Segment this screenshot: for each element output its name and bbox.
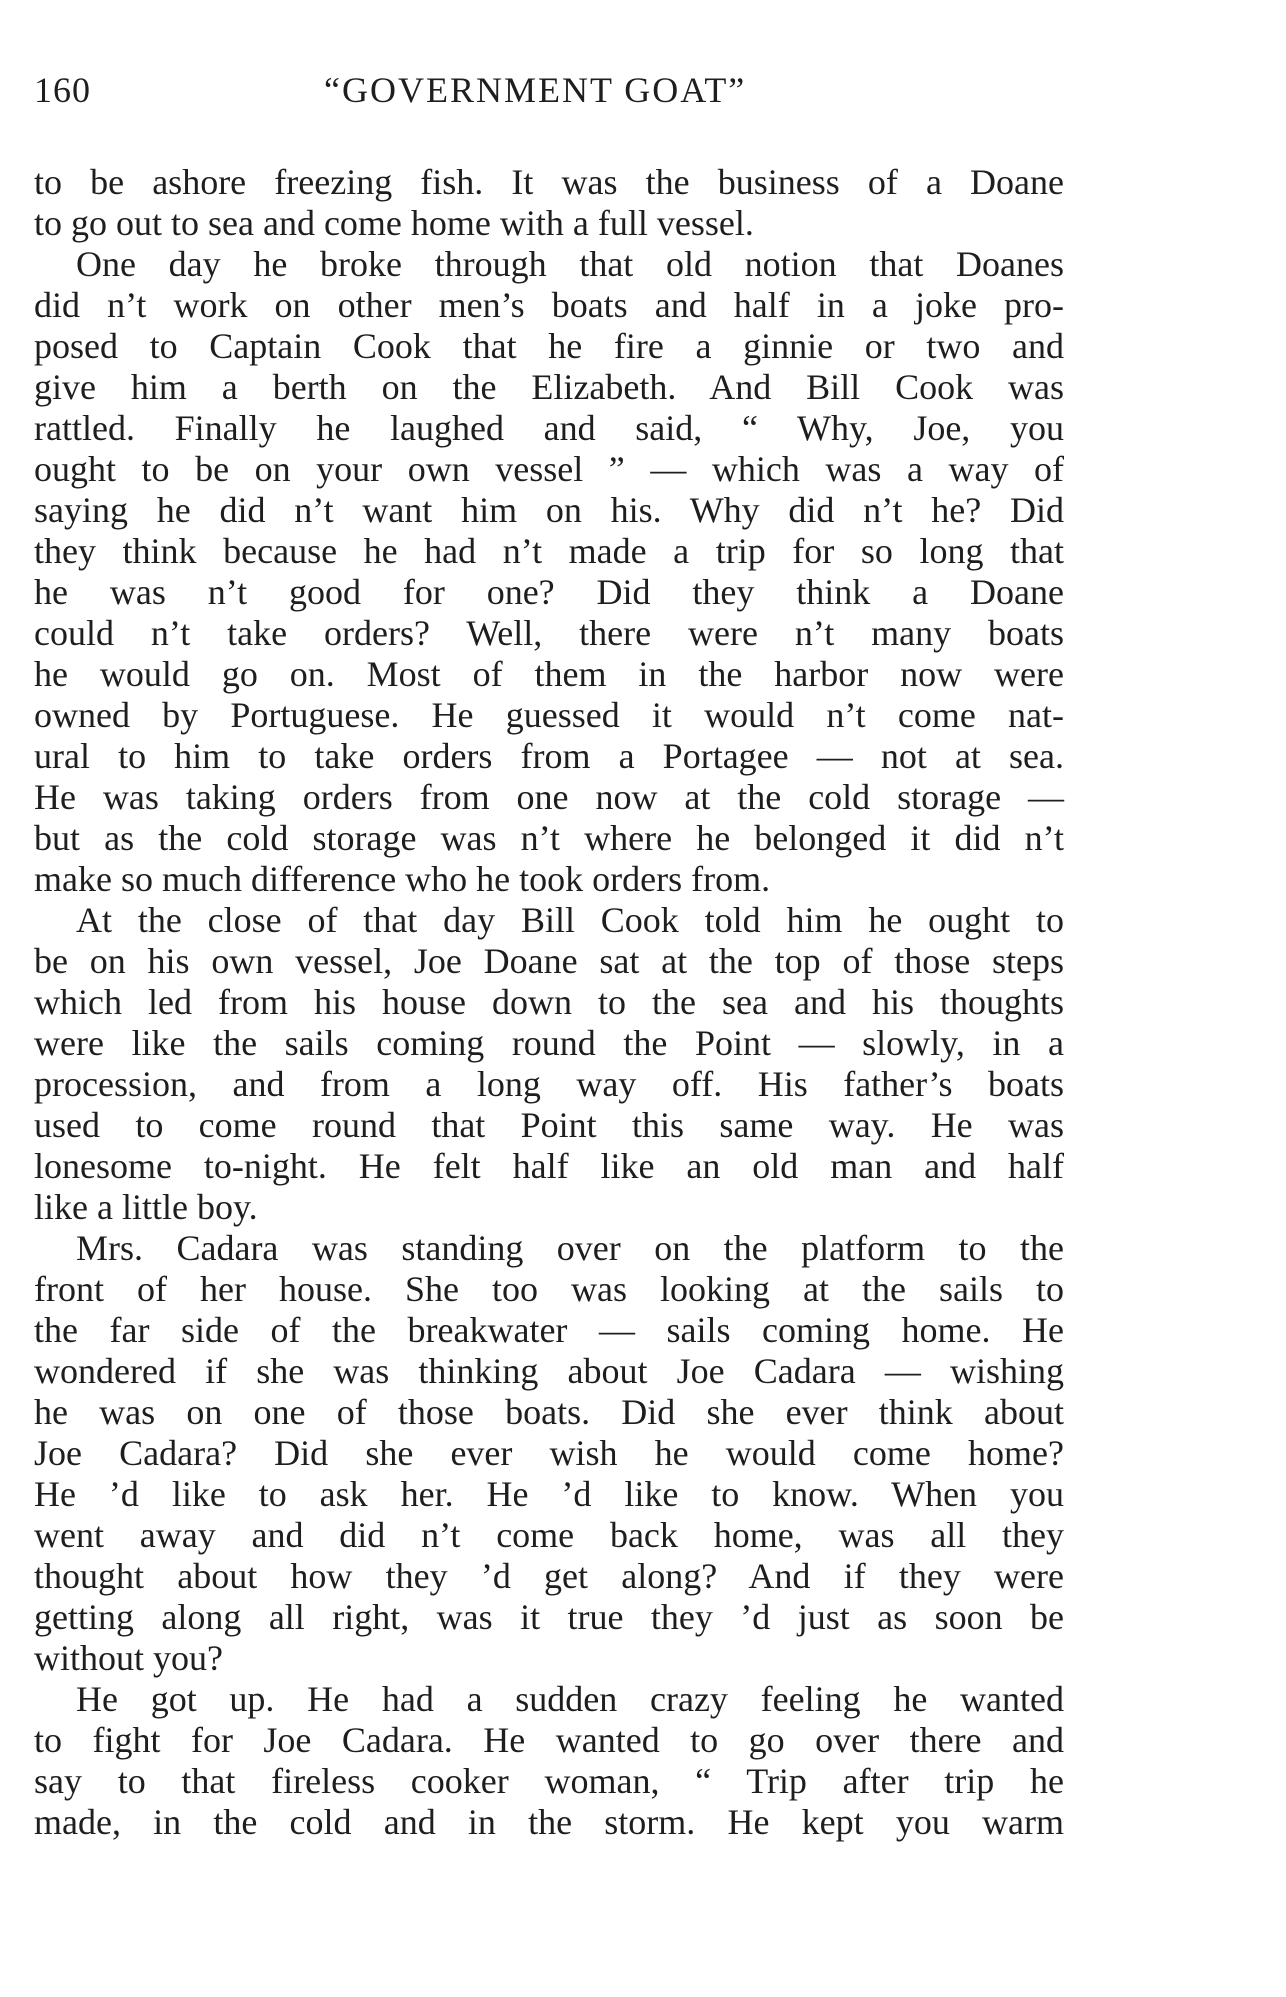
text-line: He ’d like to ask her. He ’d like to know. When you: [34, 1474, 1064, 1514]
running-title: “GOVERNMENT GOAT”: [324, 70, 747, 110]
text-line: He got up. He had a sudden crazy feeling he wanted: [76, 1679, 1064, 1719]
text-line: saying he did n’t want him on his. Why did n’t he? Did: [34, 490, 1064, 530]
text-line: front of her house. She too was looking at the sails to: [34, 1269, 1064, 1309]
text-line: to go out to sea and come home with a full vessel.: [34, 203, 754, 243]
text-line: did n’t work on other men’s boats and half in a joke pro-: [34, 285, 1064, 325]
text-line: One day he broke through that old notion that Doanes: [76, 244, 1064, 284]
text-line: procession, and from a long way off. His father’s boats: [34, 1064, 1064, 1104]
page-number: 160: [34, 70, 91, 110]
text-line: the far side of the breakwater — sails coming home. He: [34, 1310, 1064, 1350]
text-line: without you?: [34, 1638, 223, 1678]
text-line: rattled. Finally he laughed and said, “ Why, Joe, you: [34, 408, 1064, 448]
text-line: to be ashore freezing fish. It was the business of a Doane: [34, 162, 1064, 202]
text-line: He was taking orders from one now at the cold storage —: [34, 777, 1064, 817]
text-line: be on his own vessel, Joe Doane sat at the top of those steps: [34, 941, 1064, 981]
text-line: ought to be on your own vessel ” — which was a way of: [34, 449, 1064, 489]
text-line: he was on one of those boats. Did she ever think about: [34, 1392, 1064, 1432]
text-line: wondered if she was thinking about Joe Cadara — wishing: [34, 1351, 1064, 1391]
text-line: he was n’t good for one? Did they think a Doane: [34, 572, 1064, 612]
text-line: Mrs. Cadara was standing over on the platform to the: [76, 1228, 1064, 1268]
text-line: used to come round that Point this same way. He was: [34, 1105, 1064, 1145]
body-text: [34, 162, 1064, 1843]
text-line: to fight for Joe Cadara. He wanted to go over there and: [34, 1720, 1064, 1760]
text-line: but as the cold storage was n’t where he belonged it did n’t: [34, 818, 1064, 858]
text-line: they think because he had n’t made a trip for so long that: [34, 531, 1064, 571]
text-line: posed to Captain Cook that he fire a ginnie or two and: [34, 326, 1064, 366]
text-line: like a little boy.: [34, 1187, 258, 1227]
text-line: ural to him to take orders from a Portagee — not at sea.: [34, 736, 1064, 776]
text-line: give him a berth on the Elizabeth. And Bill Cook was: [34, 367, 1064, 407]
text-line: At the close of that day Bill Cook told him he ought to: [76, 900, 1064, 940]
text-line: say to that fireless cooker woman, “ Trip after trip he: [34, 1761, 1064, 1801]
text-line: getting along all right, was it true they ’d just as soon be: [34, 1597, 1064, 1637]
text-line: Joe Cadara? Did she ever wish he would come home?: [34, 1433, 1064, 1473]
text-line: were like the sails coming round the Point — slowly, in a: [34, 1023, 1064, 1063]
text-line: which led from his house down to the sea and his thoughts: [34, 982, 1064, 1022]
text-line: could n’t take orders? Well, there were n’t many boats: [34, 613, 1064, 653]
text-line: owned by Portuguese. He guessed it would n’t come nat-: [34, 695, 1064, 735]
text-line: lonesome to-night. He felt half like an old man and half: [34, 1146, 1064, 1186]
text-line: make so much difference who he took orders from.: [34, 859, 771, 899]
text-line: went away and did n’t come back home, was all they: [34, 1515, 1064, 1555]
text-line: thought about how they ’d get along? And if they were: [34, 1556, 1064, 1596]
text-line: he would go on. Most of them in the harbor now were: [34, 654, 1064, 694]
text-line: made, in the cold and in the storm. He kept you warm: [34, 1802, 1064, 1842]
